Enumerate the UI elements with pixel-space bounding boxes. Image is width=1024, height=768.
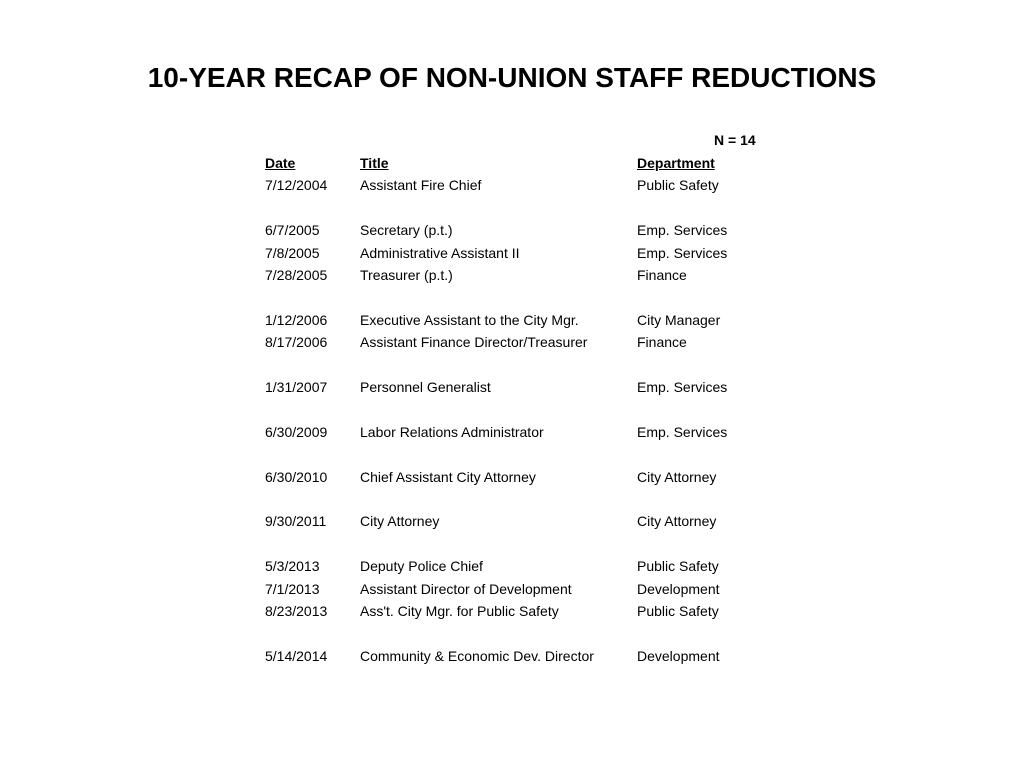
cell-title	[360, 398, 637, 420]
cell-department: Development	[637, 580, 720, 597]
cell-date	[265, 443, 360, 465]
table-row	[265, 331, 785, 353]
cell-date	[265, 398, 360, 420]
table-row	[265, 242, 785, 264]
cell-department	[637, 622, 785, 644]
cell-department: City Manager	[637, 311, 721, 328]
table-row	[265, 376, 785, 398]
cell-department: Emp. Services	[637, 423, 728, 440]
cell-date	[265, 622, 360, 644]
cell-date: 7/12/2004	[265, 177, 328, 194]
cell-date: 8/23/2013	[265, 603, 328, 620]
cell-title: Community & Economic Dev. Director	[360, 647, 594, 664]
cell-title	[360, 533, 637, 555]
cell-title: Ass't. City Mgr. for Public Safety	[360, 603, 559, 620]
cell-date: 7/1/2013	[265, 580, 320, 597]
staff-reductions-table	[265, 152, 785, 667]
cell-date: 1/12/2006	[265, 311, 328, 328]
cell-title: Personnel Generalist	[360, 379, 491, 396]
cell-department: Finance	[637, 334, 687, 351]
table-row	[265, 354, 785, 376]
table-row	[265, 622, 785, 644]
table-header-row	[265, 152, 785, 174]
cell-department: Emp. Services	[637, 222, 728, 239]
header-date: Date	[265, 155, 296, 171]
cell-title: Assistant Fire Chief	[360, 177, 482, 194]
table-row	[265, 398, 785, 420]
cell-date: 9/30/2011	[265, 513, 327, 530]
cell-title	[360, 622, 637, 644]
cell-date: 7/8/2005	[265, 244, 320, 261]
cell-title	[360, 354, 637, 376]
cell-department	[637, 197, 785, 219]
table-row	[265, 264, 785, 286]
cell-department: Public Safety	[637, 603, 719, 620]
table-row	[265, 309, 785, 331]
table-row	[265, 488, 785, 510]
cell-title	[360, 488, 637, 510]
table-row	[265, 421, 785, 443]
cell-department: Public Safety	[637, 177, 719, 194]
cell-title: Assistant Director of Development	[360, 580, 572, 597]
cell-title: City Attorney	[360, 513, 440, 530]
cell-department	[637, 533, 785, 555]
cell-department: Emp. Services	[637, 244, 728, 261]
cell-title: Deputy Police Chief	[360, 558, 483, 575]
cell-title	[360, 197, 637, 219]
cell-department	[637, 488, 785, 510]
table-row	[265, 174, 785, 196]
cell-date: 5/3/2013	[265, 558, 320, 575]
cell-title: Treasurer (p.t.)	[360, 267, 453, 284]
table-row	[265, 197, 785, 219]
cell-department: Public Safety	[637, 558, 719, 575]
header-department: Department	[637, 155, 715, 171]
table-body	[265, 174, 785, 667]
cell-date: 6/30/2009	[265, 423, 328, 440]
slide-title: 10-YEAR RECAP OF NON-UNION STAFF REDUCTIONS	[147, 62, 877, 93]
cell-department	[637, 398, 785, 420]
cell-date	[265, 354, 360, 376]
cell-date: 6/30/2010	[265, 468, 328, 485]
cell-title: Executive Assistant to the City Mgr.	[360, 311, 579, 328]
cell-title	[360, 286, 637, 308]
cell-date	[265, 286, 360, 308]
cell-date: 7/28/2005	[265, 267, 328, 284]
cell-title: Chief Assistant City Attorney	[360, 468, 536, 485]
count-label: N = 14	[714, 132, 756, 148]
cell-date	[265, 488, 360, 510]
table-row	[265, 645, 785, 667]
cell-date: 1/31/2007	[265, 379, 328, 396]
table-row	[265, 578, 785, 600]
cell-date: 8/17/2006	[265, 334, 328, 351]
cell-date	[265, 533, 360, 555]
cell-title: Labor Relations Administrator	[360, 423, 544, 440]
table-row	[265, 286, 785, 308]
cell-department	[637, 286, 785, 308]
cell-department	[637, 354, 785, 376]
cell-department: City Attorney	[637, 513, 717, 530]
cell-department: Emp. Services	[637, 379, 728, 396]
table-row	[265, 555, 785, 577]
cell-title: Assistant Finance Director/Treasurer	[360, 334, 588, 351]
cell-department	[637, 443, 785, 465]
table-row	[265, 443, 785, 465]
table-row	[265, 466, 785, 488]
cell-date: 6/7/2005	[265, 222, 320, 239]
cell-department: City Attorney	[637, 468, 717, 485]
table-row	[265, 600, 785, 622]
cell-title: Secretary (p.t.)	[360, 222, 453, 239]
cell-title	[360, 443, 637, 465]
table-row	[265, 510, 785, 532]
cell-department: Finance	[637, 267, 687, 284]
table-row	[265, 533, 785, 555]
cell-date	[265, 197, 360, 219]
header-title: Title	[360, 155, 389, 171]
cell-department: Development	[637, 647, 720, 664]
cell-date: 5/14/2014	[265, 647, 328, 664]
table-row	[265, 219, 785, 241]
cell-title: Administrative Assistant II	[360, 244, 520, 261]
